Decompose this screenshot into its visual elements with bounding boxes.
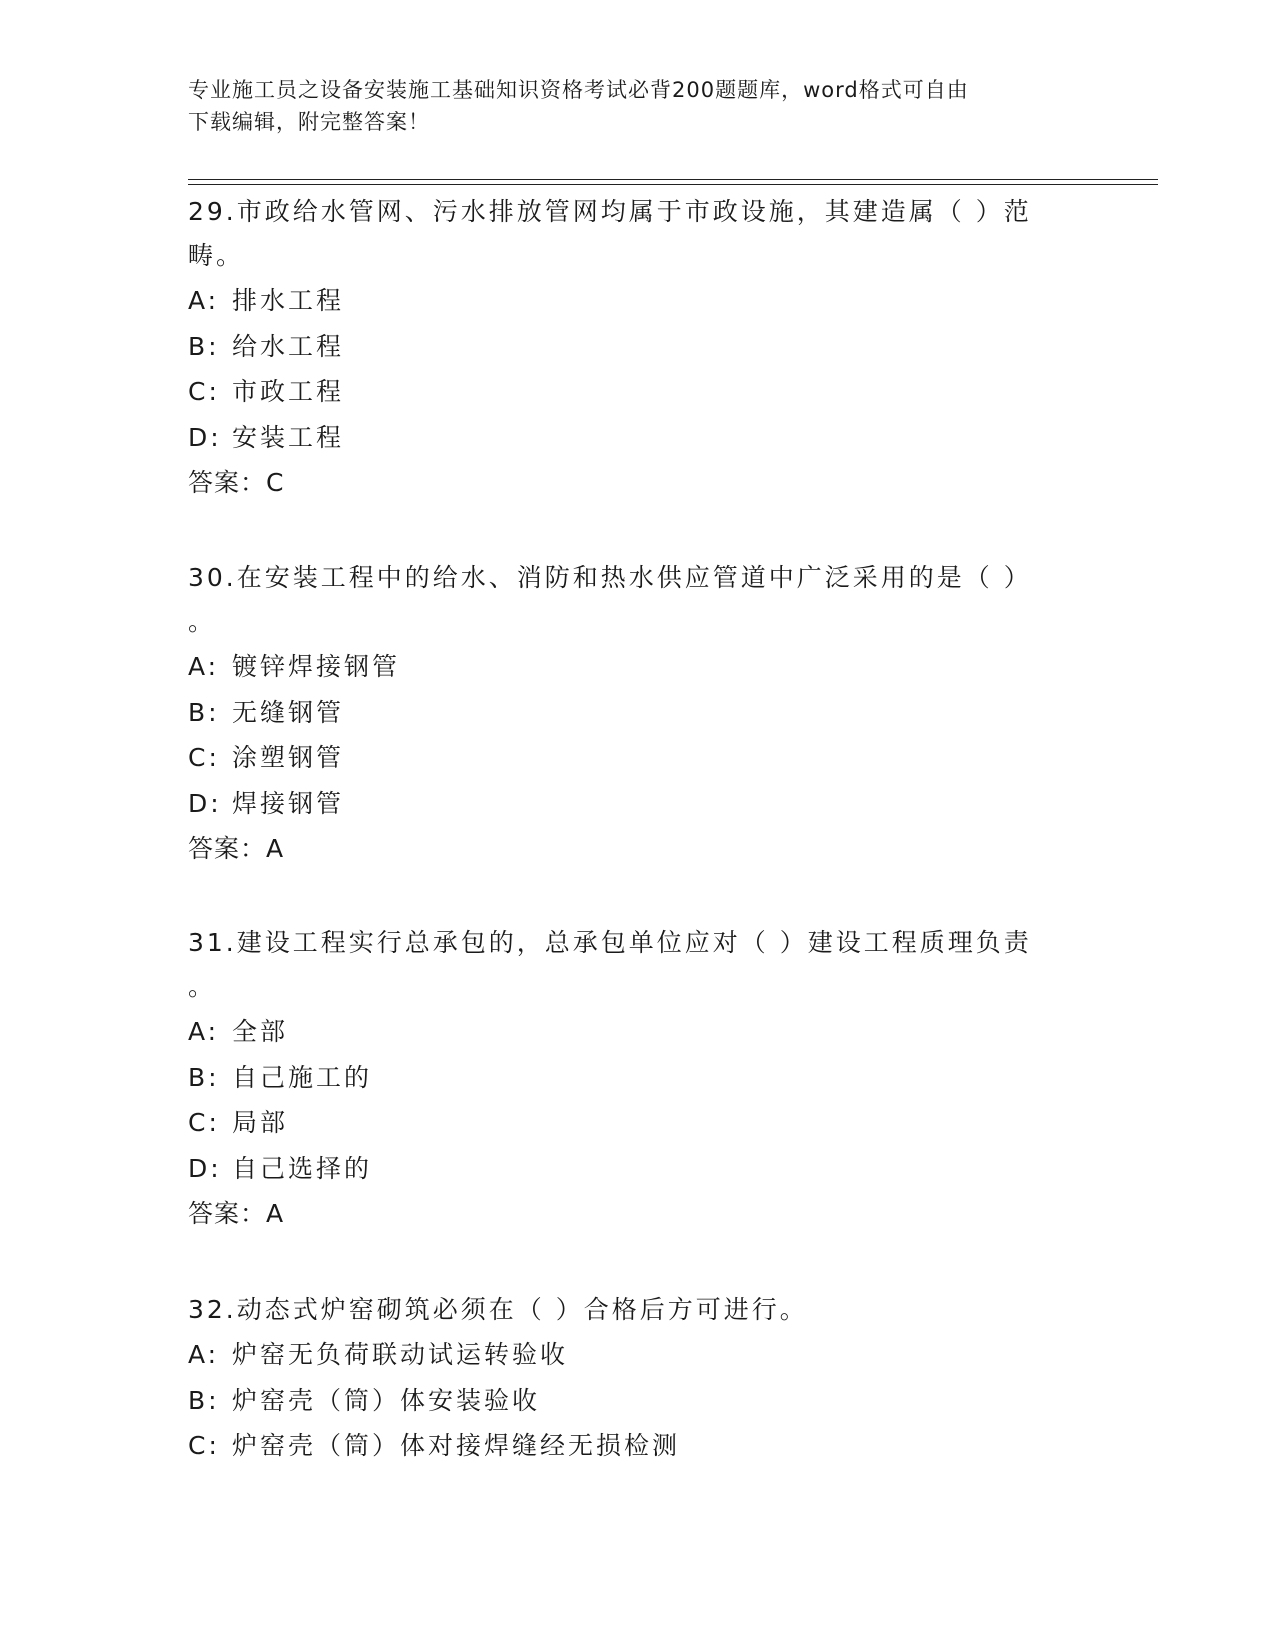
option-text: 镀锌焊接钢管 [232,652,401,681]
question-stem-line-1: 32.动态式炉窑砌筑必须在（ ）合格后方可进行。 [188,1295,808,1324]
question-stem-line-1: 31.建设工程实行总承包的，总承包单位应对（ ）建设工程质理负责 [188,928,1032,957]
question-30 [188,556,1068,871]
option-b [188,1378,1068,1424]
question-31 [188,921,1068,1236]
option-b [188,324,1068,370]
option-text: 焊接钢管 [232,788,345,818]
option-label: B: [188,697,220,727]
option-label: B: [188,1062,220,1092]
option-d [188,1146,1068,1192]
question-32 [188,1288,1068,1469]
option-label: A: [188,1017,220,1046]
option-label: C: [188,377,220,406]
option-c [188,735,1068,781]
option-text: 炉窑壳（筒）体安装验收 [232,1385,541,1415]
option-label: D: [188,788,222,818]
option-label: C: [188,743,220,772]
option-text: 无缝钢管 [232,697,345,727]
option-d [188,415,1068,461]
option-text: 自己选择的 [232,1153,373,1183]
option-c [188,369,1068,415]
option-label: A: [188,286,220,315]
option-label: C: [188,1431,220,1460]
answer-line: 答案：C [188,468,285,497]
option-label: B: [188,1385,220,1415]
option-label: A: [188,652,220,681]
question-29 [188,190,1068,505]
question-stem-line-1: 29.市政给水管网、污水排放管网均属于市政设施，其建造属（ ）范 [188,197,1032,226]
option-a [188,644,1068,690]
question-stem-line-2: 。 [188,972,217,1001]
question-stem-line-2: 。 [188,607,217,636]
option-label: D: [188,422,222,452]
option-text: 局部 [232,1108,289,1137]
question-stem-line-1: 30.在安装工程中的给水、消防和热水供应管道中广泛采用的是（ ） [188,563,1032,592]
option-text: 安装工程 [232,422,345,452]
option-text: 给水工程 [232,331,345,361]
option-c [188,1100,1068,1146]
option-b [188,690,1068,736]
option-a [188,1009,1068,1055]
option-text: 排水工程 [232,286,345,315]
question-stem-line-2: 畴。 [188,241,245,270]
option-text: 炉窑无负荷联动试运转验收 [232,1340,569,1369]
option-text: 市政工程 [232,377,345,406]
option-text: 全部 [232,1017,289,1046]
option-label: A: [188,1340,220,1369]
option-a [188,1332,1068,1378]
option-d [188,781,1068,827]
answer-line: 答案：A [188,1199,285,1228]
option-label: B: [188,331,220,361]
option-text: 涂塑钢管 [232,743,345,772]
header-divider-top [188,179,1158,180]
option-b [188,1055,1068,1101]
option-label: C: [188,1108,220,1137]
header-line-2: 下载编辑，附完整答案！ [188,110,430,134]
option-text: 炉窑壳（筒）体对接焊缝经无损检测 [232,1431,681,1460]
option-a [188,278,1068,324]
option-c [188,1423,1068,1469]
option-text: 自己施工的 [232,1062,373,1092]
header-line-1: 专业施工员之设备安装施工基础知识资格考试必背200题题库，word格式可自由 [188,78,969,102]
option-label: D: [188,1153,222,1183]
answer-line: 答案：A [188,834,285,863]
document-header [188,74,1068,138]
header-divider-bottom [188,184,1158,185]
